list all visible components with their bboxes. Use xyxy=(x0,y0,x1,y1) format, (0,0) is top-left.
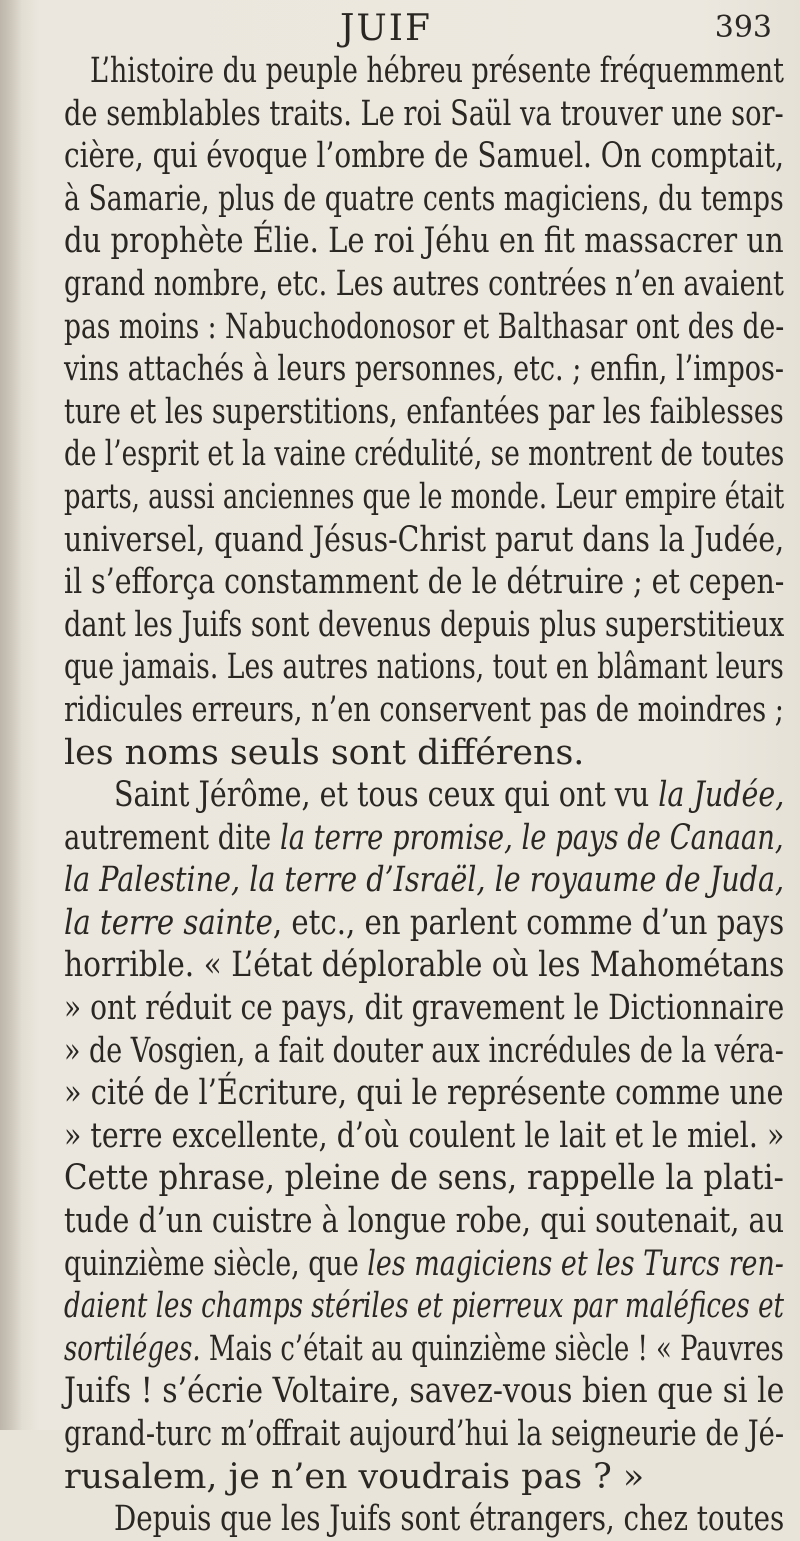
text-line: » de Vosgien, a fait douter aux incrédules de la véra- xyxy=(64,1030,784,1071)
text-line xyxy=(64,1328,784,1371)
text-line: cière, qui évoque l’ombre de Samuel. On comptait, xyxy=(64,136,785,177)
text-line: parts, aussi anciennes que le monde. Leur empire était xyxy=(64,476,785,517)
text-line: la Palestine, la terre d’Israël, le royaume de Juda, xyxy=(64,860,785,901)
text-line: rusalem, je n’en voudrais pas ? » xyxy=(64,1456,645,1497)
italic-run: sortiléges. xyxy=(64,1328,201,1369)
text-line: tude d’un cuistre à longue robe, qui soutenait, au xyxy=(64,1201,785,1242)
text-line: à Samarie, plus de quatre cents magiciens, du temps xyxy=(64,178,784,219)
text-run: Saint Jérôme, et tous ceux qui ont vu xyxy=(114,775,659,816)
running-head: JUIF xyxy=(340,8,432,49)
text-run: , etc., en parlent comme d’un pays xyxy=(272,902,785,943)
text-line: ture et les superstitions, enfantées par les faiblesses xyxy=(64,391,784,432)
text-line: » terre excellente, d’où coulent le lait et le miel. » xyxy=(64,1115,785,1156)
text-line: Cette phrase, pleine de sens, rappelle la plati- xyxy=(64,1158,784,1199)
italic-run: la Judée, xyxy=(658,775,785,816)
text-line: que jamais. Les autres nations, tout en blâmant leurs xyxy=(64,647,784,688)
text-line: grand nombre, etc. Les autres contrées n’en avaient xyxy=(64,263,784,304)
text-line: Juifs ! s’écrie Voltaire, savez-vous bien que si le xyxy=(64,1371,785,1412)
text-run: quinzième siècle, que xyxy=(64,1243,368,1284)
text-line: grand-turc m’offrait aujourd’hui la seigneurie de Jé- xyxy=(64,1414,785,1454)
text-line: » ont réduit ce pays, dit gravement le Dictionnaire xyxy=(64,988,785,1029)
text-line xyxy=(64,1243,784,1286)
page-header xyxy=(60,8,780,54)
text-line xyxy=(64,774,784,817)
text-line: universel, quand Jésus-Christ parut dans la Judée, xyxy=(64,519,785,560)
text-line: » cité de l’Écriture, qui le représente comme une xyxy=(64,1073,784,1114)
text-line: vins attachés à leurs personnes, etc. ; enfin, l’impos- xyxy=(64,349,785,390)
italic-run: la terre sainte xyxy=(64,902,273,943)
page-number: 393 xyxy=(714,10,772,45)
text-line: dant les Juifs sont devenus depuis plus superstitieux xyxy=(64,604,785,645)
text-line: horrible. « L’état déplorable où les Mahométans xyxy=(64,945,785,986)
text-line: daient les champs stériles et pierreux par maléfices et xyxy=(64,1286,785,1327)
text-line: L’histoire du peuple hébreu présente fréquemment xyxy=(90,51,784,91)
text-line: les noms seuls sont différens. xyxy=(64,732,585,773)
text-line: de semblables traits. Le roi Saül va trouver une sor- xyxy=(64,93,784,134)
italic-run: les magiciens et les Turcs ren- xyxy=(367,1243,784,1284)
body-text xyxy=(64,50,784,1541)
text-line: du prophète Élie. Le roi Jéhu en fit massacrer un xyxy=(64,221,784,262)
italic-run: la terre promise, le pays de Canaan, xyxy=(279,817,784,858)
text-line xyxy=(64,817,784,860)
text-run: autrement dite xyxy=(64,817,280,858)
text-line: pas moins : Nabuchodonosor et Balthasar ont des de- xyxy=(64,306,785,347)
text-line: Depuis que les Juifs sont étrangers, chez toutes xyxy=(114,1499,785,1540)
text-run: Mais c’était au quinzième siècle ! « Pauvres xyxy=(200,1328,784,1369)
text-line: il s’efforça constamment de le détruire ; et cepen- xyxy=(64,562,785,603)
text-line xyxy=(64,902,784,945)
page-gutter-shadow xyxy=(0,0,22,1430)
text-line: de l’esprit et la vaine crédulité, se montrent de toutes xyxy=(64,434,785,475)
text-line: ridicules erreurs, n’en conservent pas de moindres ; xyxy=(64,689,784,730)
